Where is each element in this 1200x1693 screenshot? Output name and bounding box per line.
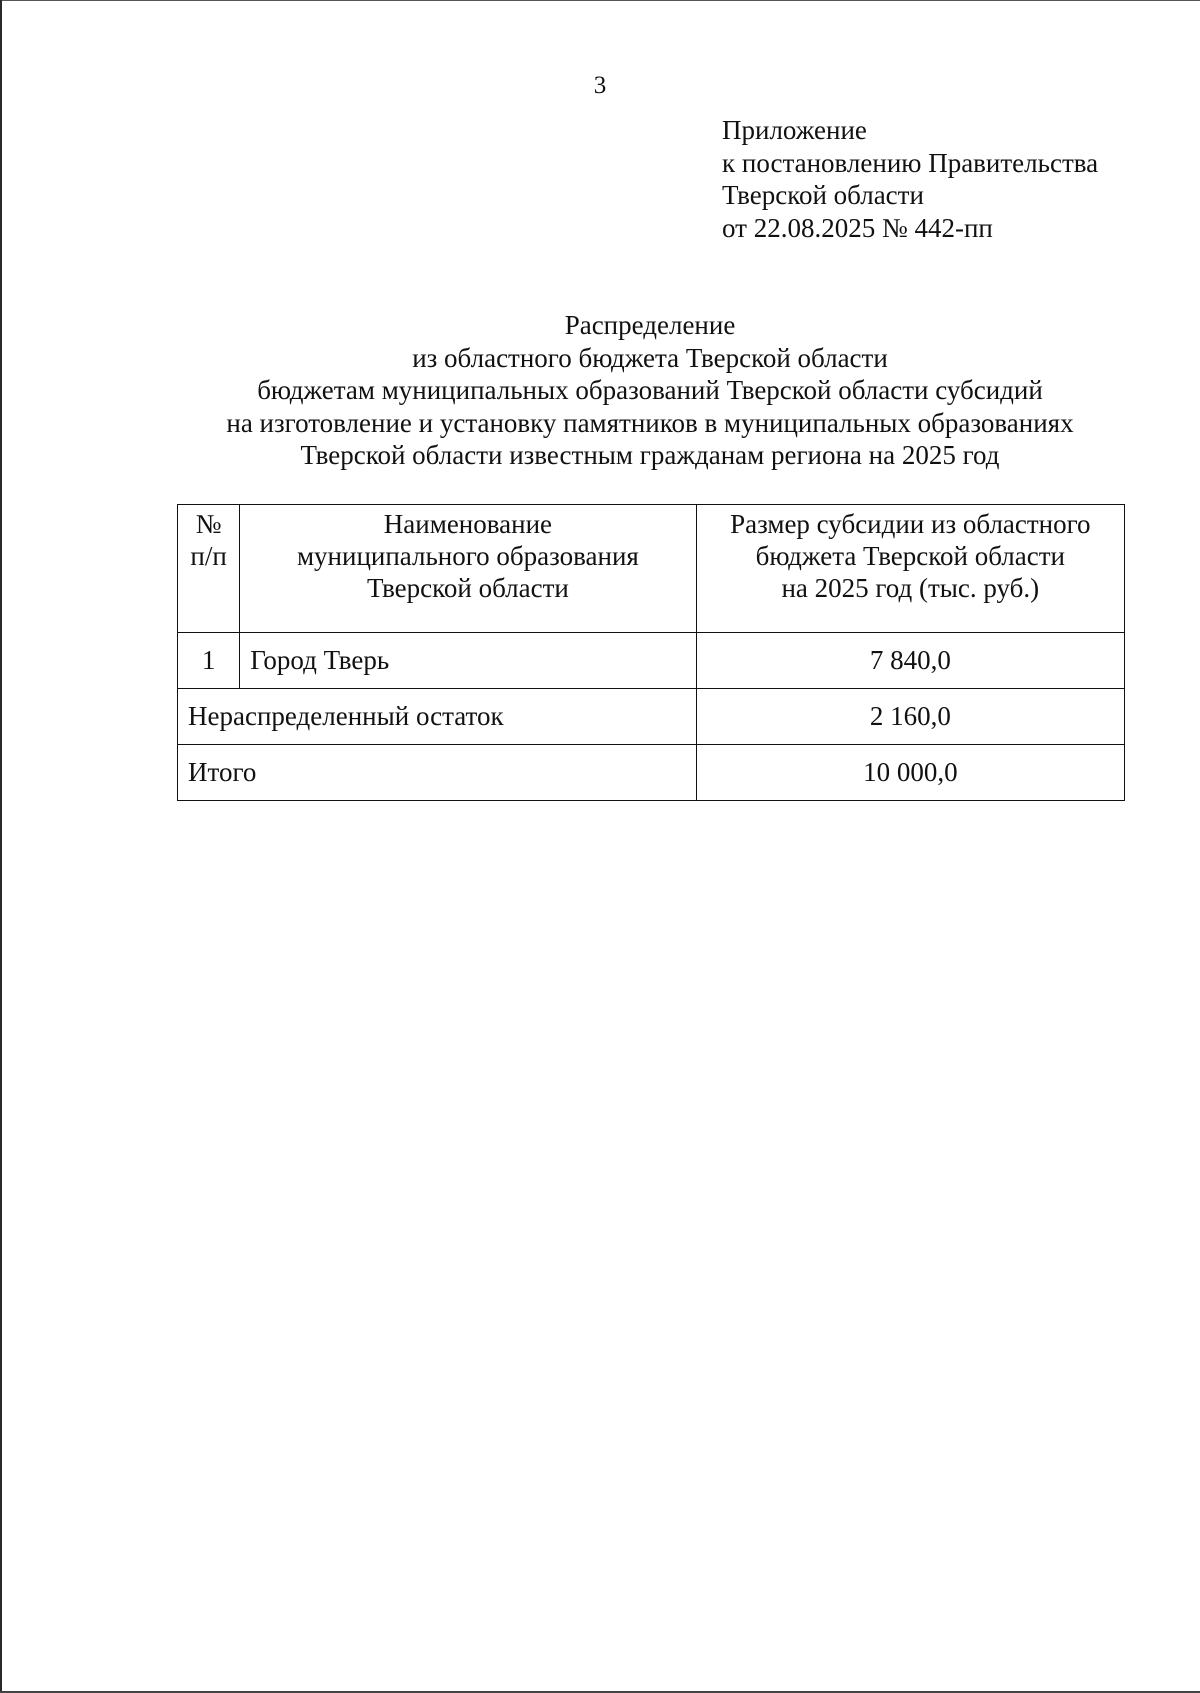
appendix-block	[722, 114, 1098, 244]
appendix-line: Приложение	[722, 115, 867, 145]
unallocated-row	[178, 689, 1125, 745]
appendix-line: к постановлению Правительства	[722, 147, 1099, 178]
unallocated-amount: 2 160,0	[696, 689, 1124, 745]
table-row	[178, 633, 1125, 689]
appendix-line: от 22.08.2025 № 442-пп	[722, 212, 993, 243]
table-header-row	[178, 505, 1125, 633]
title-line: из областного бюджета Тверской области	[412, 342, 888, 373]
total-label: Итого	[178, 745, 697, 801]
total-row	[178, 745, 1125, 801]
header-num	[178, 505, 240, 633]
scan-top-edge	[0, 0, 1200, 1]
header-name-line: Наименование	[383, 509, 553, 539]
subsidy-table	[177, 504, 1125, 801]
header-amount-line: бюджета Тверской области	[755, 541, 1065, 571]
title-line: Тверской области известным гражданам региона на 2025 год	[300, 440, 1000, 470]
header-name-line: муниципального образования	[296, 541, 639, 571]
header-num-line: №	[195, 509, 222, 539]
header-name	[240, 505, 696, 633]
title-line: Распределение	[564, 310, 736, 340]
row-municipality: Город Тверь	[240, 633, 696, 689]
scan-left-edge	[0, 0, 2, 1693]
header-num-line: п/п	[190, 541, 227, 571]
appendix-line: Тверской области	[722, 180, 924, 210]
header-amount	[696, 505, 1124, 633]
total-amount: 10 000,0	[696, 745, 1124, 801]
row-num: 1	[178, 633, 240, 689]
header-amount-line: Размер субсидии из областного	[730, 509, 1091, 539]
title-line: на изготовление и установку памятников в муниципальных образованиях	[226, 407, 1074, 438]
page-number: 3	[593, 72, 607, 99]
title-line: бюджетам муниципальных образований Тверской области субсидий	[257, 375, 1043, 405]
document-title	[0, 309, 1200, 472]
header-name-line: Тверской области	[366, 573, 569, 603]
header-amount-line: на 2025 год (тыс. руб.)	[781, 573, 1040, 603]
unallocated-label: Нераспределенный остаток	[178, 689, 697, 745]
row-amount: 7 840,0	[696, 633, 1124, 689]
